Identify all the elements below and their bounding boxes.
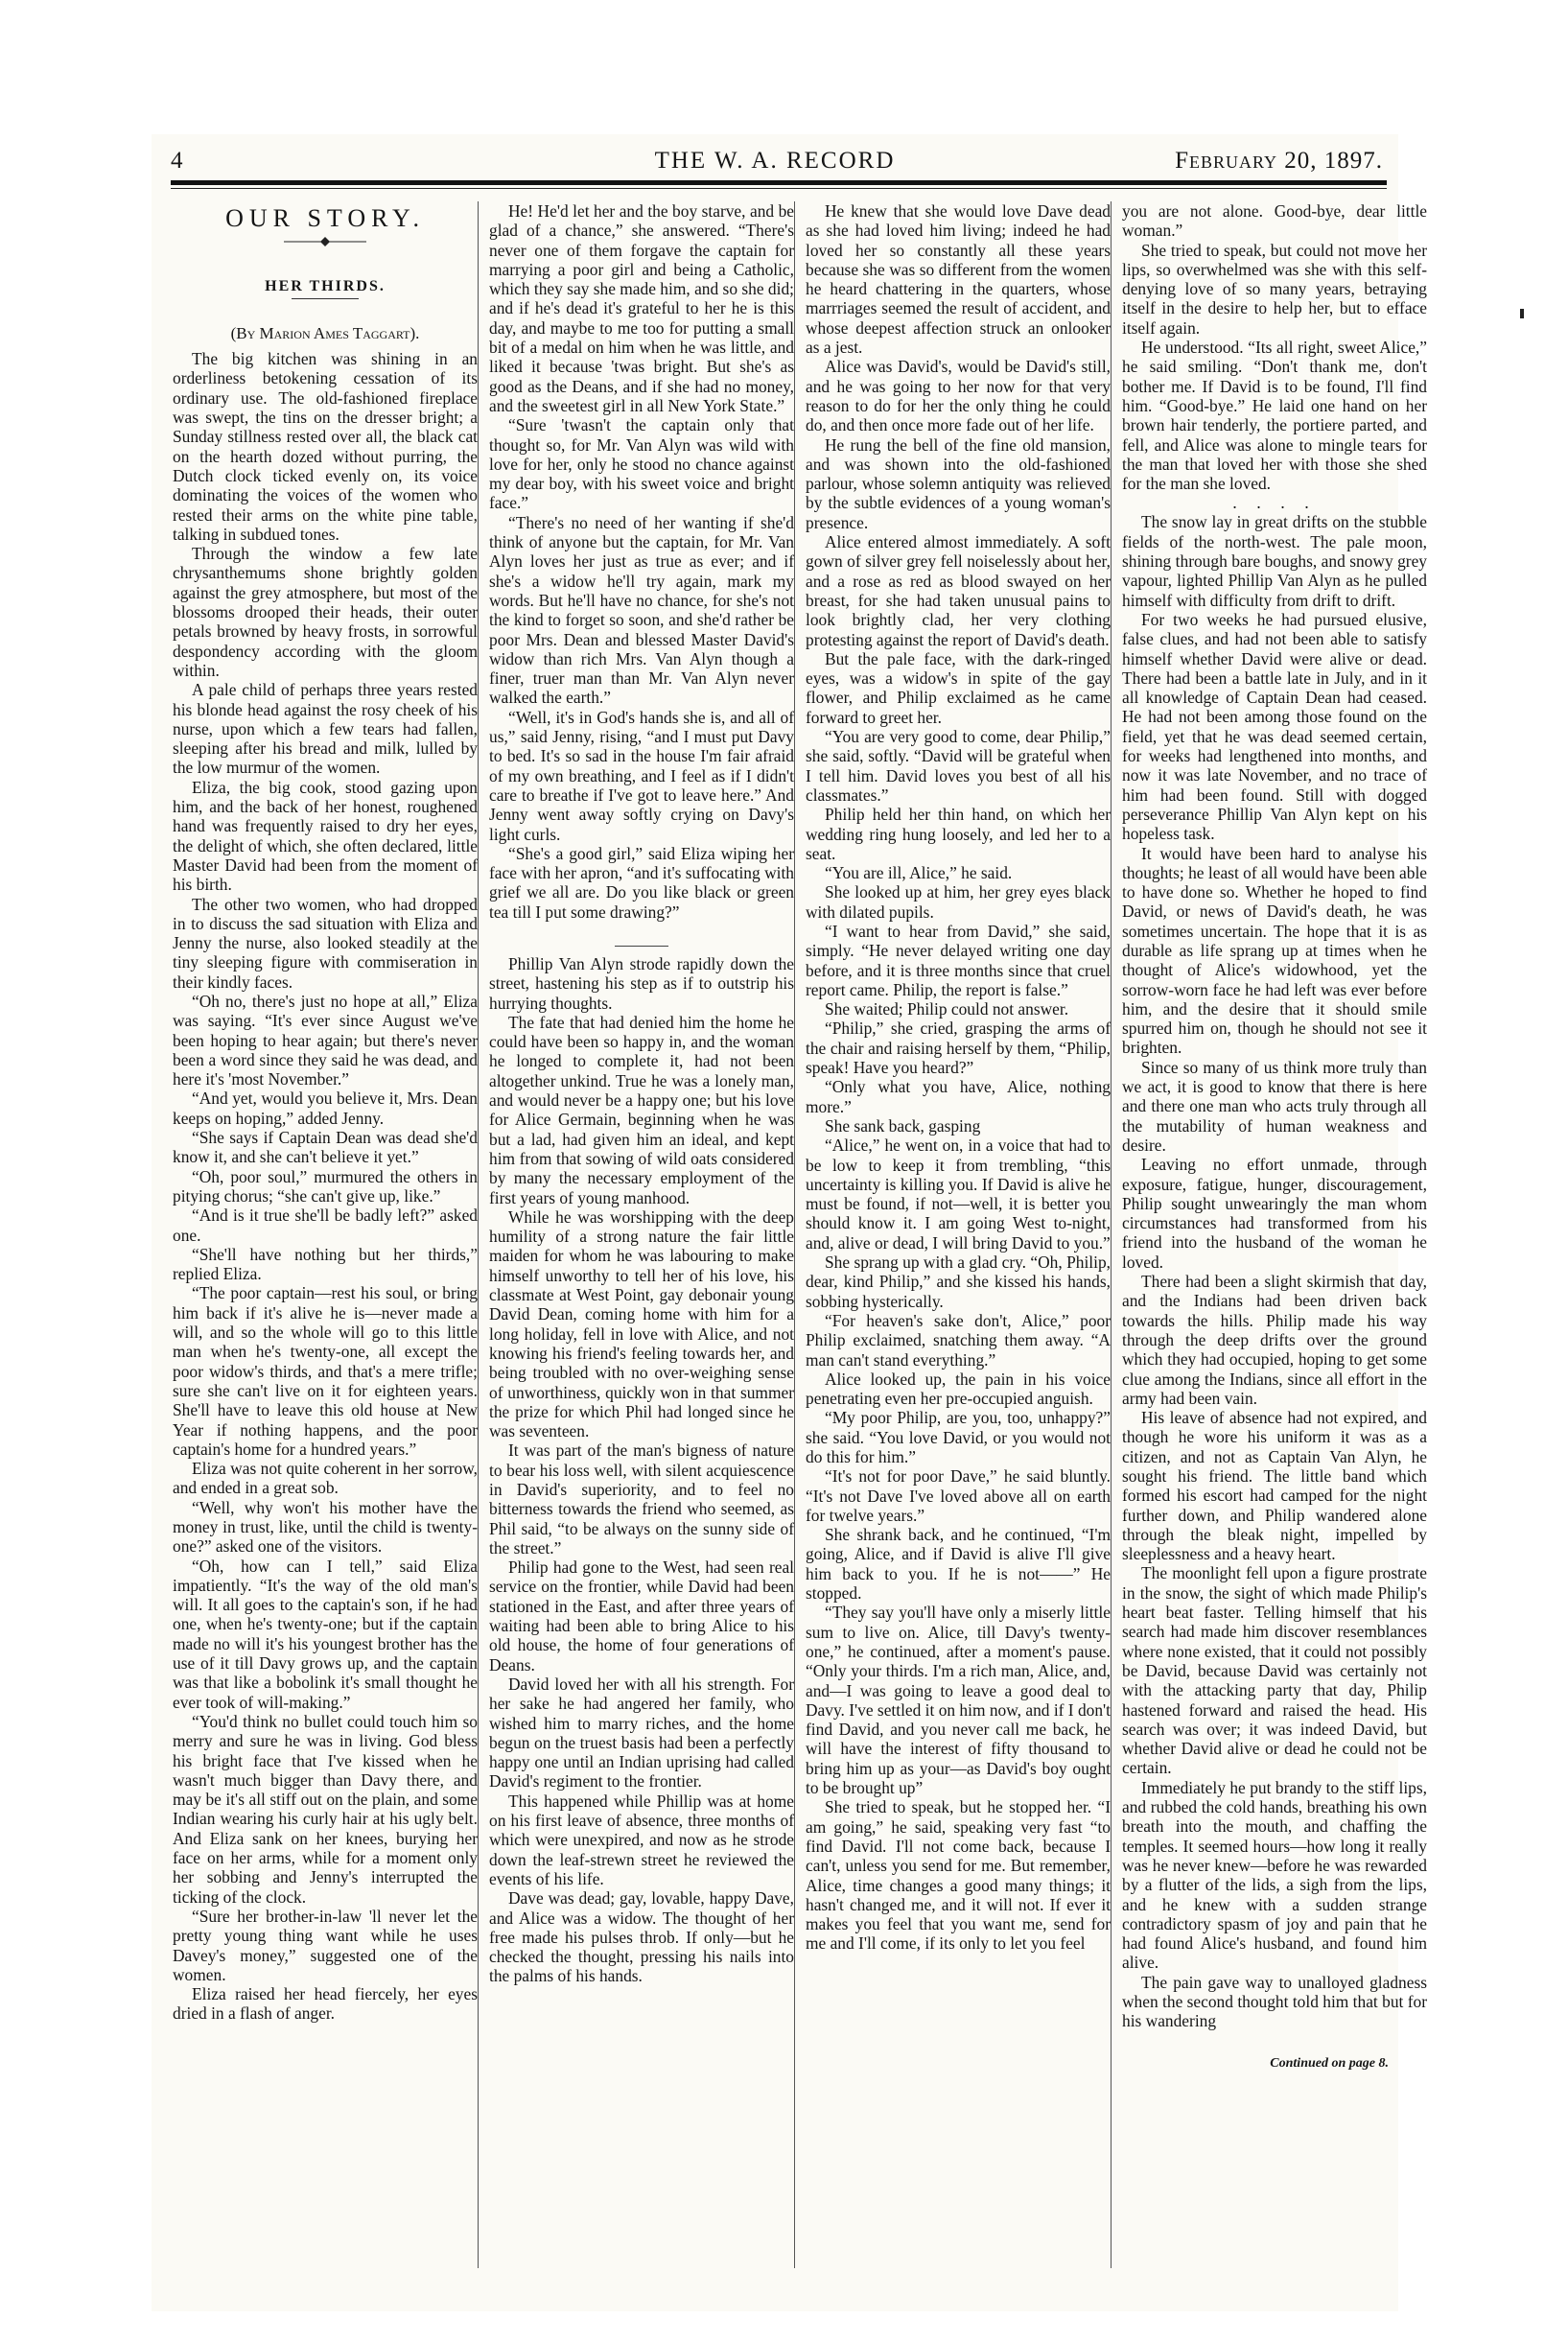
title-ornament <box>173 234 478 253</box>
story-title-rule <box>292 298 359 299</box>
paragraph: While he was worshipping with the deep humility of a strong nature the fair little maiden for whom he was labouring to make himself unworthy to tell her of his love, his classmate at West Point, gay debonair young David Dean, coming home with him for a long holiday, fell in love with Alice, and not knowing his friend's feeling towards her, and being troubled with no over-weighing sense of unworthiness, quickly won in that summer the prize for which Phil had longed since he was seventeen. <box>489 1206 794 1441</box>
paragraph: “Sure 'twasn't the captain only that thought so, for Mr. Van Alyn was wild with love for her, only he stood no chance against my dear boy, with his sweet voice and bright face.” <box>489 415 794 513</box>
section-title: OUR STORY. <box>225 204 425 232</box>
paragraph: Since so many of us think more truly than we act, it is good to know that there is here and there one man who acts truly through all the mutability of human weakness and desire. <box>1122 1057 1427 1155</box>
paragraph: She shrank back, and he continued, “I'm going, Alice, and if David is alive I'll give him back to you. If he is not——” He stopped. <box>806 1525 1111 1604</box>
paragraph: “For heaven's sake don't, Alice,” poor Philip exclaimed, snatching them away. “A man can't stand everything.” <box>806 1310 1111 1370</box>
paragraph: He! He'd let her and the boy starve, and be glad of a chance,” she answered. “There's never one of them forgave the captain for marrying a poor girl and being a Catholic, which they say she made him, and so she did; and if he's dead it's grateful to her he is this day, and maybe to me too for putting a small bit of a medal on him when he was little, and liked it because 'twas bright. But she's as good as the Deans, and if she had no money, and the sweetest girl in all New York State.” <box>489 201 794 415</box>
column-divider <box>1111 201 1112 2268</box>
paragraph: Alice entered almost immediately. A soft gown of silver grey fell noiselessly about her, and a rose as red as blood swayed on her breast, for she had taken unusual pains to look brightly clad, her very clothing protesting against the report of David's death. <box>806 532 1111 649</box>
scene-break-dots: . . . . <box>1232 493 1317 513</box>
paragraph: “You are ill, Alice,” he said. <box>825 863 1013 883</box>
paragraph: It would have been hard to analyse his thoughts; he least of all would have been able to have done so. Whether he hoped to find David, or news of David's death, he was sometimes uncertain. The hope that it is as durable as life sprang up at times when he thought of Alice's widowhood, yet the sorrow-worn face he had left was ever before him, and the desire that it should smile spurred him on, though he should not see it brighten. <box>1122 843 1427 1058</box>
issue-date: February 20, 1897. <box>1175 148 1383 174</box>
column-1 <box>173 201 478 2024</box>
paragraph: “Oh, how can I tell,” said Eliza impatiently. “It's the way of the old man's will. It all goes to the captain's son, if he had one, when he's twenty-one; but if the captain made no will it's his youngest brother has the use of it till Davy grows up, and the captain was that like a bobolink it's small thought he ever took of will-making.” <box>173 1556 478 1712</box>
paragraph: “I want to hear from David,” she said, simply. “He never delayed writing one day before, and it is three months since that cruel report came. Philip, the report is false.” <box>806 921 1111 999</box>
paragraph: The moonlight fell upon a figure prostrate in the snow, the sight of which made Philip's heart beat faster. Telling himself that his search had made him discover resemblances where none existed, that it could not possibly be David, because David was certainly not with the attacking party that day, Philip hastened forward and raised the head. His search was over; it was indeed David, but whether David alive or dead he could not be certain. <box>1122 1563 1427 1778</box>
paragraph: A pale child of perhaps three years rested his blonde head against the rosy cheek of his nurse, upon which a few tears had fallen, sleeping after his bread and milk, lulled by the low murmur of the women. <box>173 680 478 778</box>
paragraph: “My poor Philip, are you, too, unhappy?” she said. “You love David, or you would not do this for him.” <box>806 1408 1111 1466</box>
paragraph: “She says if Captain Dean was dead she'd know it, and she can't believe it yet.” <box>173 1128 478 1167</box>
byline: (By Marion Ames Taggart). <box>230 323 420 342</box>
header-rule-thin <box>171 188 1387 189</box>
paragraph: She sprang up with a glad cry. “Oh, Philip, dear, kind Philip,” and she kissed his hands, sobbing hysterically. <box>806 1253 1111 1311</box>
paragraph: The other two women, who had dropped in to discuss the sad situation with Eliza and Jenny the nurse, also looked steadily at the tiny sleeping figure with commiseration in their kindly faces. <box>173 894 478 992</box>
paragraph: “She's a good girl,” said Eliza wiping her face with her apron, “and it's suffocating with grief we all are. Do you like black or green tea till I put some drawing?” <box>489 843 794 922</box>
paragraph: “Well, it's in God's hands she is, and all of us,” said Jenny, rising, “and I must put Davy to bed. It's so sad in the house I'm fair afraid of my own breathing, and I feel as if I didn't care to breathe if I've got to leave here.” And Jenny went away softly crying on Davy's light curls. <box>489 707 794 844</box>
paragraph: David loved her with all his strength. For her sake he had angered her family, who wished him to marry riches, and the home begun on the truest basis had been a perfectly happy one until an Indian uprising had called David's regiment to the frontier. <box>489 1674 794 1792</box>
paragraph: “She'll have nothing but her thirds,” replied Eliza. <box>173 1244 478 1284</box>
paragraph: Eliza, the big cook, stood gazing upon him, and the back of her honest, roughened hand was frequently raised to dry her eyes, the delight of which, she often declared, little Master David had been from the moment of his birth. <box>173 777 478 895</box>
paragraph: Eliza raised her head fiercely, her eyes dried in a flash of anger. <box>173 1984 478 2024</box>
paragraph: “Philip,” she cried, grasping the arms of the chair and raising herself by them, “Philip, speak! Have you heard?” <box>806 1019 1111 1078</box>
paragraph: He rung the bell of the fine old mansion, and was shown into the old-fashioned parlour, whose solemn antiquity was relieved by the subtle evidences of a young woman's presence. <box>806 434 1111 532</box>
paragraph: She tried to speak, but could not move her lips, so overwhelmed was she with this self-denying love of so many years, betraying itself in the desire to help her, but to efface itself again. <box>1122 240 1427 338</box>
column-3 <box>806 201 1111 1954</box>
paragraph: “You are very good to come, dear Philip,” she said, softly. “David will be grateful when I tell him. David loves you best of all his classmates.” <box>806 727 1111 805</box>
paragraph: “Oh no, there's just no hope at all,” Eliza was saying. “It's ever since August we've been hoping to hear again; but there's never been a word since they said he was dead, and here it's 'most November.” <box>173 991 478 1089</box>
paragraph: He knew that she would love Dave dead as she had loved him living; indeed he had loved her so constantly all these years because she was so different from the women he heard chattering in the quarters, whose marrriages seemed the result of accident, and whose deepest affection struck an onlooker as a jest. <box>806 201 1111 358</box>
paragraph: “You'd think no bullet could touch him so merry and sure he was in living. God bless his bright face that I've kissed when he wasn't much bigger than Davy there, and may be it's all stiff out on the plain, and some Indian wearing his curly hair at his ugly belt. And Eliza sank on her knees, burying her face on her arms, while for a moment only her sobbing and Jenny's interrupted the ticking of the clock. <box>173 1711 478 1907</box>
header-rule-thick <box>171 180 1387 185</box>
paragraph: The snow lay in great drifts on the stubble fields of the north-west. The pale moon, shining through bare boughs, and snowy grey vapour, lighted Phillip Van Alyn as he pulled himself with difficulty from drift to drift. <box>1122 512 1427 610</box>
masthead: THE W. A. RECORD <box>654 148 896 174</box>
paragraph: The big kitchen was shining in an orderliness betokening cessation of its ordinary use. The old-fashioned fireplace was swept, the tins on the dresser bright; a Sunday stillness rested over all, the black cat on the hearth dozed without purring, the Dutch clock ticked evenly on, its voice dominating the voices of the women who rested their arms on the white pine table, talking in subdued tones. <box>173 349 478 544</box>
page-header <box>161 144 1389 178</box>
paragraph: Eliza was not quite coherent in her sorrow, and ended in a great sob. <box>173 1459 478 1498</box>
paragraph: Alice looked up, the pain in his voice penetrating even her pre-occupied anguish. <box>806 1369 1111 1409</box>
paragraph: “And is it true she'll be badly left?” asked one. <box>173 1206 478 1245</box>
paragraph: “There's no need of her wanting if she'd think of anyone but the captain, for Mr. Van Alyn loves her just as true as ever; and if she's a widow he'll try again, mark my words. But he'll have no chance, for she's not the kind to forget so soon, and she'd rather be poor Mrs. Dean and blessed Master David's widow than rich Mrs. Van Alyn though a finer, truer man than Mr. Van Alyn never walked the earth.” <box>489 512 794 708</box>
paragraph: “Well, why won't his mother have the money in trust, like, until the child is twenty-one?” asked one of the visitors. <box>173 1497 478 1557</box>
column-2 <box>489 201 794 1986</box>
paragraph: Dave was dead; gay, lovable, happy Dave, and Alice was a widow. The thought of her free made his pulses throb. If only—but he checked the thought, pressing his nails into the palms of his hands. <box>489 1888 794 1986</box>
paragraph: The fate that had denied him the home he could have been so happy in, and the woman he longed to complete it, had not been altogether unkind. True he was a lonely man, and would never be a happy one; but his love for Alice Germain, beginning when he was but a lad, had given him an ideal, and kept him from that sowing of wild oats considered by many the necessary employment of the first years of young manhood. <box>489 1012 794 1207</box>
paragraph: Leaving no effort unmade, through exposure, fatigue, hunger, discouragement, Philip sought unwearingly the man whom circumstances had transformed from his friend into the husband of the woman he loved. <box>1122 1155 1427 1272</box>
paragraph: “The poor captain—rest his soul, or bring him back if it's alive he is—never made a will, and so the whole will go to this little man when he's twenty-one, all except the poor widow's thirds, and that's a mere trifle; sure she can't live on it for eighteen years. She'll have to leave this old house at New Year if nothing happens, and the poor captain's home for a hundred years.” <box>173 1283 478 1459</box>
paragraph: He understood. “Its all right, sweet Alice,” he said smiling. “Don't thank me, don't bother me. If David is to be found, I'll find him. “Good-bye.” He laid one hand on her brown hair tenderly, the portiere parted, and fell, and Alice was alone to mingle tears for the man that loved her with those she shed for the man she loved. <box>1122 338 1427 494</box>
paragraph: “Sure her brother-in-law 'll never let the pretty young thing want while he uses Davey's money,” suggested one of the women. <box>173 1906 478 1984</box>
paragraph: you are not alone. Good-bye, dear little woman.” <box>1122 201 1427 241</box>
column-4 <box>1122 201 1427 2073</box>
paragraph: Through the window a few late chrysanthemums shone brightly golden against the grey atmosphere, but most of the blossoms drooped their heads, their outer petals browned by heavy frosts, in sorrowful despondency according with the gloom within. <box>173 544 478 680</box>
ornament-rule-icon <box>282 237 368 246</box>
paragraph: But the pale face, with the dark-ringed eyes, was a widow's in spite of the gay flower, and Philip exclaimed as he came forward to greet her. <box>806 648 1111 727</box>
paragraph: “And yet, would you believe it, Mrs. Dean keeps on hoping,” added Jenny. <box>173 1089 478 1128</box>
story-title: HER THIRDS. <box>265 277 386 294</box>
margin-mark <box>1520 309 1524 318</box>
paragraph: Philip had gone to the West, had seen real service on the frontier, while David had been stationed in the East, and after three years of waiting had been able to bring Alice to his old house, the home of four generations of Deans. <box>489 1557 794 1675</box>
paragraph: She tried to speak, but he stopped her. “I am going,” he said, speaking very fast “to find David. I'll not come back, because I can't, unless you send for me. But remember, Alice, time changes a good many things; it hasn't changed me, and it will not. If ever it makes you feel that you want me, send for me and I'll come, if its only to let you feel <box>806 1797 1111 1954</box>
paragraph: It was part of the man's bigness of nature to bear his loss well, with silent acquiescence in David's superiority, and to feel no bitterness towards the friend who seemed, as Phil said, “to be always on the sunny side of the street.” <box>489 1440 794 1557</box>
paragraph: For two weeks he had pursued elusive, false clues, and had not been able to satisfy himself whether David were alive or dead. There had been a battle late in July, and in it all knowledge of Captain Dean had ceased. He had not been among those found on the field, yet that he was dead seemed certain, for weeks had lengthened into months, and now it was late November, and no trace of him had been found. Still with dogged perseverance Phillip Van Alyn kept on his hopeless task. <box>1122 609 1427 844</box>
paragraph: Alice was David's, would be David's still, and he was going to her now for that very reason to do for her the only thing he could do, and then once more fade out of her life. <box>806 357 1111 435</box>
column-divider <box>794 201 795 2268</box>
paragraph: Philip held her thin hand, on which her wedding ring hung loosely, and led her to a seat. <box>806 805 1111 863</box>
newspaper-page <box>152 134 1427 2311</box>
scene-separator <box>489 931 794 945</box>
paragraph: This happened while Phillip was at home on his first leave of absence, three months of which were unexpired, and now as he strode down the leaf-strewn street he reviewed the events of his life. <box>489 1791 794 1888</box>
paragraph: “Only what you have, Alice, nothing more.” <box>806 1077 1111 1116</box>
paragraph: Immediately he put brandy to the stiff lips, and rubbed the cold hands, breathing his own breath into the mouth, and chaffing the temples. It seemed hours—how long it really was he never knew—before he was rewarded by a flutter of the lids, a sigh from the lips, and he knew with a sudden strange contradictory spasm of joy and pain that he had found Alice's husband, and found him alive. <box>1122 1777 1427 1973</box>
paragraph: The pain gave way to unalloyed gladness when the second thought told him that but for his wandering <box>1122 1972 1427 2031</box>
paragraph: “It's not for poor Dave,” he said bluntly. “It's not Dave I've loved above all on earth for twelve years.” <box>806 1466 1111 1525</box>
column-divider <box>478 201 479 2268</box>
paragraph: His leave of absence had not expired, and though he wore his uniform it was as a citizen, and not as Captain Van Alyn, he sought his friend. The little band which formed his escort had camped for the night further down, and Philip wandered alone through the bleak night, impelled by sleeplessness and a heavy heart. <box>1122 1408 1427 1564</box>
paragraph: “Alice,” he went on, in a voice that had to be low to keep it from trembling, “this uncertainty is killing you. If David is alive he must be found, if not—well, it is better you should know it. I am going West to-night, and, alive or dead, I will bring David to you.” <box>806 1136 1111 1253</box>
page-number: 4 <box>171 148 184 174</box>
paragraph: She sank back, gasping <box>825 1115 981 1136</box>
continued-note: Continued on page 8. <box>1270 2055 1389 2071</box>
paragraph: She waited; Philip could not answer. <box>825 999 1069 1019</box>
paragraph: “They say you'll have only a miserly little sum to live on. Alice, till Davy's twenty-one,” he continued, after a moment's pause. “Only your thirds. I'm a rich man, Alice, and, and—I was going to leave a good deal to Davy. I've settled it on him now, and if I don't find David, and you never call me back, he will have the interest of fifty thousand to bring him up as your—as David's boy ought to be brought up” <box>806 1603 1111 1798</box>
paragraph: “Oh, poor soul,” murmured the others in pitying chorus; “she can't give up, like.” <box>173 1166 478 1206</box>
paragraph: There had been a slight skirmish that day, and the Indians had been driven back towards the hills. Philip made his way through the deep drifts over the ground which they had occupied, hoping to get some clue among the Indians, since all effort in the army had been vain. <box>1122 1272 1427 1408</box>
paragraph: She looked up at him, her grey eyes black with dilated pupils. <box>806 882 1111 922</box>
paragraph: Phillip Van Alyn strode rapidly down the street, hastening his step as if to outstrip his hurrying thoughts. <box>489 953 794 1013</box>
